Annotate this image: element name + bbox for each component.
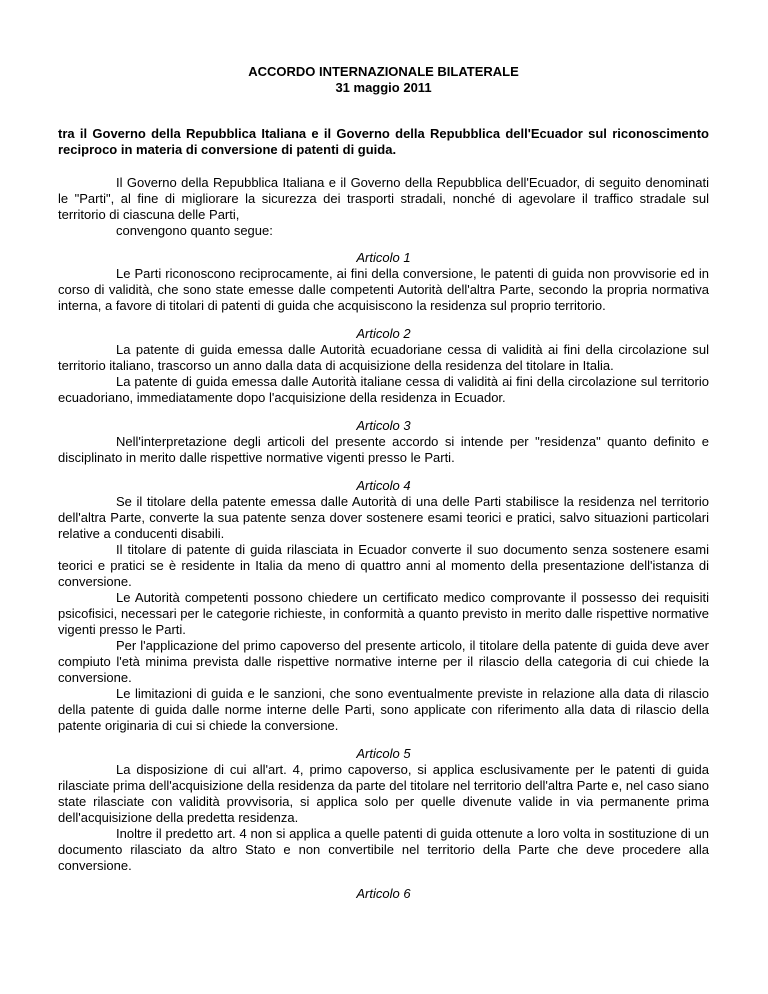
article-paragraph: Le limitazioni di guida e le sanzioni, che sono eventualmente previste in relazione alla data di rilascio della patente di guida dalle norme interne delle Parti, sono applicate con riferimento alla data di rilascio della patente originaria di cui si chiede la conversione. [58,686,709,733]
article-paragraph: Se il titolare della patente emessa dalle Autorità di una delle Parti stabilisce la residenza nel territorio dell'altra Parte, converte la sua patente senza dover sostenere esami teorici e pratici, salvo situazioni particolari relative a conducenti disabili. [58,494,709,541]
article-paragraph: Le Autorità competenti possono chiedere un certificato medico comprovante il possesso dei requisiti psicofisici, necessari per le categorie richieste, in conformità a quanto previsto in merito dalle rispettive normative vigenti presso le Parti. [58,590,709,637]
article-paragraph: Nell'interpretazione degli articoli del presente accordo si intende per "residenza" quanto definito e disciplinato in merito dalle rispettive normative vigenti presso le Parti. [58,434,709,465]
article-heading: Articolo 2 [356,326,411,341]
article-heading: Articolo 3 [356,418,411,433]
article-paragraph: La disposizione di cui all'art. 4, primo capoverso, si applica esclusivamente per le patenti di guida rilasciate prima dell'acquisizione della residenza da parte del titolare nel territorio dell'altra Parte e, nel caso siano state rilasciate con validità provvisoria, si applica solo per quelle divenute valide in via permanente prima dell'acquisizione della predetta residenza. [58,762,709,825]
article-paragraph: La patente di guida emessa dalle Autorità ecuadoriane cessa di validità ai fini della circolazione sul territorio italiano, trascorso un anno dalla data di acquisizione della residenza del titolare in Italia. [58,342,709,373]
article-heading: Articolo 6 [356,886,411,901]
article-heading: Articolo 4 [356,478,411,493]
article-paragraph: Inoltre il predetto art. 4 non si applica a quelle patenti di guida ottenute a loro volta in sostituzione di un documento rilasciato da altro Stato e non convertibile nel territorio della Parte che deve procedere alla conversione. [58,826,709,873]
document-subject: tra il Governo della Repubblica Italiana e il Governo della Repubblica dell'Ecuador sul riconoscimento reciproco in materia di conversione di patenti di guida. [58,126,709,157]
document-title: ACCORDO INTERNAZIONALE BILATERALE [248,64,519,79]
preamble-paragraph: Il Governo della Repubblica Italiana e il Governo della Repubblica dell'Ecuador, di seguito denominati le "Parti", al fine di migliorare la sicurezza dei trasporti stradali, nonché di agevolare il traffico stradale sul territorio di ciascuna delle Parti, [58,175,709,222]
article-paragraph: Le Parti riconoscono reciprocamente, ai fini della conversione, le patenti di guida non provvisorie ed in corso di validità, che sono state emesse dalle competenti Autorità dell'altra Parte, secondo la propria normativa interna, a favore di titolari di patenti di guida che acquisiscono la residenza sul proprio territorio. [58,266,709,313]
article-heading: Articolo 5 [356,746,411,761]
article-paragraph: Il titolare di patente di guida rilasciata in Ecuador converte il suo documento senza sostenere esami teorici e pratici se è residente in Italia da meno di quattro anni al momento della presentazione dell'istanza di conversione. [58,542,709,589]
article-paragraph: Per l'applicazione del primo capoverso del presente articolo, il titolare della patente di guida deve aver compiuto l'età minima prevista dalle rispettive normative interne per il rilascio della categoria di cui chiede la conversione. [58,638,709,685]
preamble-paragraph: convengono quanto segue: [116,223,273,238]
document-date: 31 maggio 2011 [335,80,432,95]
article-heading: Articolo 1 [356,250,411,265]
article-paragraph: La patente di guida emessa dalle Autorità italiane cessa di validità ai fini della circolazione sul territorio ecuadoriano, immediatamente dopo l'acquisizione della residenza in Ecuador. [58,374,709,405]
